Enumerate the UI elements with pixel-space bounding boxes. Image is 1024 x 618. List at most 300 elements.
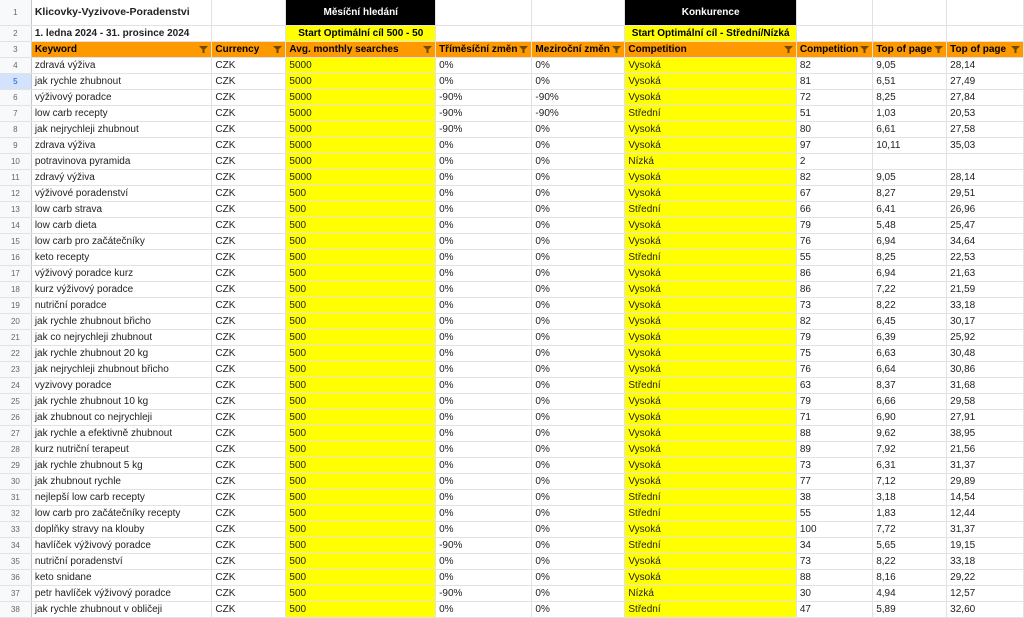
row-number[interactable]: 21 (0, 330, 31, 346)
cell[interactable] (532, 26, 625, 42)
cell-avg-monthly-searches[interactable]: 500 (286, 330, 436, 346)
cell-top-of-page-high[interactable]: 35,03 (947, 138, 1024, 154)
cell-competition-index[interactable]: 79 (796, 218, 872, 234)
row-number[interactable]: 5 (0, 74, 31, 90)
cell-currency[interactable]: CZK (212, 442, 286, 458)
cell-top-of-page-low[interactable]: 6,51 (873, 74, 947, 90)
cell-avg-monthly-searches[interactable]: 500 (286, 314, 436, 330)
row-number[interactable]: 6 (0, 90, 31, 106)
cell-yoy-change[interactable]: 0% (532, 602, 625, 618)
cell-currency[interactable]: CZK (212, 506, 286, 522)
cell-avg-monthly-searches[interactable]: 5000 (286, 138, 436, 154)
cell-competition-index[interactable]: 55 (796, 250, 872, 266)
row-number[interactable]: 36 (0, 570, 31, 586)
row-number[interactable]: 23 (0, 362, 31, 378)
cell-competition[interactable]: Střední (625, 538, 796, 554)
group-monthly-searches[interactable]: Měsíční hledání (286, 0, 436, 26)
row-number[interactable]: 15 (0, 234, 31, 250)
cell-currency[interactable]: CZK (212, 234, 286, 250)
cell-competition[interactable]: Nízká (625, 586, 796, 602)
cell-yoy-change[interactable]: 0% (532, 378, 625, 394)
cell-avg-monthly-searches[interactable]: 500 (286, 570, 436, 586)
cell-currency[interactable]: CZK (212, 378, 286, 394)
cell-avg-monthly-searches[interactable]: 5000 (286, 154, 436, 170)
cell-currency[interactable]: CZK (212, 330, 286, 346)
cell-competition[interactable]: Vysoká (625, 122, 796, 138)
cell-competition[interactable]: Vysoká (625, 554, 796, 570)
cell-keyword[interactable]: výživový poradce kurz (31, 266, 212, 282)
cell-competition-index[interactable]: 75 (796, 346, 872, 362)
cell-top-of-page-high[interactable]: 33,18 (947, 554, 1024, 570)
column-header-currency[interactable] (212, 42, 286, 58)
cell-top-of-page-low[interactable]: 6,63 (873, 346, 947, 362)
cell-competition[interactable]: Vysoká (625, 58, 796, 74)
cell-yoy-change[interactable]: 0% (532, 202, 625, 218)
competition-target[interactable]: Start Optimální cíl - Střední/Nízká (625, 26, 796, 42)
cell-yoy-change[interactable]: 0% (532, 474, 625, 490)
cell-three-month-change[interactable]: 0% (436, 330, 532, 346)
cell-competition-index[interactable]: 88 (796, 426, 872, 442)
cell[interactable] (436, 0, 532, 26)
cell-yoy-change[interactable]: 0% (532, 330, 625, 346)
cell-currency[interactable]: CZK (212, 218, 286, 234)
cell-keyword[interactable]: jak rychle a efektivně zhubnout (31, 426, 212, 442)
cell-competition[interactable]: Vysoká (625, 522, 796, 538)
group-competition[interactable]: Konkurence (625, 0, 796, 26)
cell-currency[interactable]: CZK (212, 314, 286, 330)
cell-competition[interactable]: Vysoká (625, 186, 796, 202)
cell-currency[interactable]: CZK (212, 186, 286, 202)
cell-avg-monthly-searches[interactable]: 500 (286, 474, 436, 490)
cell-keyword[interactable]: kurz nutriční terapeut (31, 442, 212, 458)
cell-three-month-change[interactable]: 0% (436, 394, 532, 410)
cell-keyword[interactable]: keto recepty (31, 250, 212, 266)
cell-currency[interactable]: CZK (212, 138, 286, 154)
cell-yoy-change[interactable]: -90% (532, 90, 625, 106)
cell-avg-monthly-searches[interactable]: 5000 (286, 122, 436, 138)
cell-top-of-page-high[interactable]: 30,48 (947, 346, 1024, 362)
cell-top-of-page-high[interactable]: 21,63 (947, 266, 1024, 282)
cell-top-of-page-high[interactable]: 12,44 (947, 506, 1024, 522)
cell-three-month-change[interactable]: 0% (436, 602, 532, 618)
cell-yoy-change[interactable]: 0% (532, 586, 625, 602)
row-number[interactable]: 37 (0, 586, 31, 602)
cell-yoy-change[interactable]: 0% (532, 58, 625, 74)
cell-currency[interactable]: CZK (212, 170, 286, 186)
cell-top-of-page-high[interactable]: 25,47 (947, 218, 1024, 234)
cell-competition[interactable]: Vysoká (625, 330, 796, 346)
cell-three-month-change[interactable]: 0% (436, 362, 532, 378)
row-number[interactable]: 35 (0, 554, 31, 570)
cell-competition-index[interactable]: 71 (796, 410, 872, 426)
cell-yoy-change[interactable]: 0% (532, 250, 625, 266)
cell-top-of-page-high[interactable]: 27,58 (947, 122, 1024, 138)
cell-currency[interactable]: CZK (212, 586, 286, 602)
cell-three-month-change[interactable]: 0% (436, 410, 532, 426)
cell-competition[interactable]: Střední (625, 106, 796, 122)
column-header-competition[interactable] (625, 42, 796, 58)
cell-competition-index[interactable]: 73 (796, 554, 872, 570)
cell-currency[interactable]: CZK (212, 394, 286, 410)
cell-competition-index[interactable]: 80 (796, 122, 872, 138)
cell-keyword[interactable]: jak rychle zhubnout v obličeji (31, 602, 212, 618)
row-number[interactable]: 4 (0, 58, 31, 74)
cell-competition[interactable]: Střední (625, 506, 796, 522)
cell-competition-index[interactable]: 100 (796, 522, 872, 538)
filter-icon[interactable] (199, 46, 208, 53)
cell-top-of-page-low[interactable]: 7,12 (873, 474, 947, 490)
cell-currency[interactable]: CZK (212, 362, 286, 378)
cell-top-of-page-high[interactable]: 20,53 (947, 106, 1024, 122)
cell-competition[interactable]: Vysoká (625, 170, 796, 186)
cell-top-of-page-high[interactable]: 27,84 (947, 90, 1024, 106)
cell-three-month-change[interactable]: 0% (436, 298, 532, 314)
cell-competition-index[interactable]: 86 (796, 282, 872, 298)
cell-avg-monthly-searches[interactable]: 500 (286, 554, 436, 570)
cell-yoy-change[interactable]: 0% (532, 458, 625, 474)
cell-keyword[interactable]: kurz výživový poradce (31, 282, 212, 298)
cell-avg-monthly-searches[interactable]: 500 (286, 458, 436, 474)
cell-top-of-page-low[interactable]: 5,65 (873, 538, 947, 554)
cell-three-month-change[interactable]: 0% (436, 314, 532, 330)
cell-keyword[interactable]: jak rychle zhubnout 10 kg (31, 394, 212, 410)
cell-keyword[interactable]: výživový poradce (31, 90, 212, 106)
cell-keyword[interactable]: jak zhubnout co nejrychleji (31, 410, 212, 426)
cell-top-of-page-low[interactable]: 5,48 (873, 218, 947, 234)
row-number[interactable]: 22 (0, 346, 31, 362)
row-number[interactable]: 28 (0, 442, 31, 458)
cell-three-month-change[interactable]: 0% (436, 554, 532, 570)
cell-competition[interactable]: Vysoká (625, 410, 796, 426)
row-number[interactable]: 26 (0, 410, 31, 426)
cell-top-of-page-low[interactable]: 6,90 (873, 410, 947, 426)
cell-avg-monthly-searches[interactable]: 500 (286, 202, 436, 218)
cell-competition[interactable]: Vysoká (625, 362, 796, 378)
cell-competition[interactable]: Vysoká (625, 314, 796, 330)
cell-competition-index[interactable]: 34 (796, 538, 872, 554)
cell-currency[interactable]: CZK (212, 474, 286, 490)
cell-competition[interactable]: Vysoká (625, 570, 796, 586)
cell-top-of-page-high[interactable]: 27,91 (947, 410, 1024, 426)
cell-top-of-page-high[interactable]: 12,57 (947, 586, 1024, 602)
cell-yoy-change[interactable]: 0% (532, 74, 625, 90)
row-number[interactable]: 7 (0, 106, 31, 122)
cell-top-of-page-low[interactable] (873, 154, 947, 170)
row-number[interactable]: 30 (0, 474, 31, 490)
cell-top-of-page-low[interactable]: 6,41 (873, 202, 947, 218)
cell-avg-monthly-searches[interactable]: 500 (286, 522, 436, 538)
cell-competition-index[interactable]: 73 (796, 458, 872, 474)
cell-competition-index[interactable]: 66 (796, 202, 872, 218)
cell-avg-monthly-searches[interactable]: 500 (286, 442, 436, 458)
cell-yoy-change[interactable]: 0% (532, 218, 625, 234)
cell-competition-index[interactable]: 89 (796, 442, 872, 458)
cell-competition-index[interactable]: 63 (796, 378, 872, 394)
cell-currency[interactable]: CZK (212, 490, 286, 506)
cell-top-of-page-high[interactable]: 30,17 (947, 314, 1024, 330)
filter-icon[interactable] (519, 46, 528, 53)
filter-icon[interactable] (612, 46, 621, 53)
cell-avg-monthly-searches[interactable]: 500 (286, 538, 436, 554)
cell-avg-monthly-searches[interactable]: 500 (286, 378, 436, 394)
cell-currency[interactable]: CZK (212, 346, 286, 362)
cell-top-of-page-high[interactable]: 31,37 (947, 458, 1024, 474)
cell-keyword[interactable]: keto snidane (31, 570, 212, 586)
cell-keyword[interactable]: low carb recepty (31, 106, 212, 122)
cell-currency[interactable]: CZK (212, 570, 286, 586)
cell-top-of-page-low[interactable]: 6,94 (873, 234, 947, 250)
cell-top-of-page-low[interactable]: 9,05 (873, 170, 947, 186)
cell-top-of-page-low[interactable]: 1,03 (873, 106, 947, 122)
row-number[interactable]: 31 (0, 490, 31, 506)
cell-keyword[interactable]: havlíček výživový poradce (31, 538, 212, 554)
row-number[interactable]: 25 (0, 394, 31, 410)
cell[interactable] (212, 0, 286, 26)
row-number[interactable]: 9 (0, 138, 31, 154)
cell-top-of-page-high[interactable]: 34,64 (947, 234, 1024, 250)
cell-currency[interactable]: CZK (212, 90, 286, 106)
cell-keyword[interactable]: low carb pro začátečníky (31, 234, 212, 250)
cell-keyword[interactable]: nejlepší low carb recepty (31, 490, 212, 506)
cell-top-of-page-low[interactable]: 3,18 (873, 490, 947, 506)
cell-competition-index[interactable]: 82 (796, 314, 872, 330)
cell-competition-index[interactable]: 82 (796, 58, 872, 74)
cell-three-month-change[interactable]: 0% (436, 506, 532, 522)
cell-keyword[interactable]: jak rychle zhubnout (31, 74, 212, 90)
cell-keyword[interactable]: jak zhubnout rychle (31, 474, 212, 490)
cell-competition[interactable]: Vysoká (625, 234, 796, 250)
cell-competition[interactable]: Vysoká (625, 90, 796, 106)
cell-avg-monthly-searches[interactable]: 500 (286, 426, 436, 442)
cell-yoy-change[interactable]: 0% (532, 442, 625, 458)
cell-top-of-page-low[interactable]: 9,62 (873, 426, 947, 442)
cell-competition[interactable]: Střední (625, 378, 796, 394)
cell-competition-index[interactable]: 81 (796, 74, 872, 90)
cell-currency[interactable]: CZK (212, 458, 286, 474)
cell-currency[interactable]: CZK (212, 122, 286, 138)
cell-yoy-change[interactable]: 0% (532, 538, 625, 554)
cell[interactable] (796, 0, 872, 26)
cell-currency[interactable]: CZK (212, 74, 286, 90)
cell-avg-monthly-searches[interactable]: 500 (286, 218, 436, 234)
cell-yoy-change[interactable]: 0% (532, 234, 625, 250)
cell-competition-index[interactable]: 76 (796, 362, 872, 378)
cell-keyword[interactable]: petr havlíček výživový poradce (31, 586, 212, 602)
cell-avg-monthly-searches[interactable]: 500 (286, 346, 436, 362)
cell-currency[interactable]: CZK (212, 250, 286, 266)
cell-three-month-change[interactable]: 0% (436, 282, 532, 298)
cell-top-of-page-high[interactable]: 33,18 (947, 298, 1024, 314)
cell[interactable] (532, 0, 625, 26)
cell-keyword[interactable]: jak nejrychleji zhubnout (31, 122, 212, 138)
cell[interactable] (873, 26, 947, 42)
cell-top-of-page-low[interactable]: 8,22 (873, 298, 947, 314)
cell-top-of-page-low[interactable]: 8,25 (873, 90, 947, 106)
cell-yoy-change[interactable]: 0% (532, 186, 625, 202)
cell-top-of-page-low[interactable]: 8,27 (873, 186, 947, 202)
cell-currency[interactable]: CZK (212, 426, 286, 442)
cell-top-of-page-low[interactable]: 1,83 (873, 506, 947, 522)
cell-top-of-page-high[interactable]: 25,92 (947, 330, 1024, 346)
cell-top-of-page-low[interactable]: 6,94 (873, 266, 947, 282)
filter-icon[interactable] (934, 46, 943, 53)
row-number[interactable]: 14 (0, 218, 31, 234)
cell-three-month-change[interactable]: 0% (436, 202, 532, 218)
cell-keyword[interactable]: jak co nejrychleji zhubnout (31, 330, 212, 346)
cell-yoy-change[interactable]: 0% (532, 154, 625, 170)
cell-avg-monthly-searches[interactable]: 500 (286, 234, 436, 250)
cell-keyword[interactable]: výživové poradenství (31, 186, 212, 202)
cell-top-of-page-low[interactable]: 6,64 (873, 362, 947, 378)
cell-three-month-change[interactable]: -90% (436, 122, 532, 138)
row-number[interactable]: 3 (0, 42, 31, 58)
row-number[interactable]: 10 (0, 154, 31, 170)
row-number[interactable]: 17 (0, 266, 31, 282)
cell-top-of-page-high[interactable] (947, 154, 1024, 170)
cell-three-month-change[interactable]: 0% (436, 138, 532, 154)
cell-three-month-change[interactable]: 0% (436, 346, 532, 362)
cell-top-of-page-high[interactable]: 22,53 (947, 250, 1024, 266)
cell-three-month-change[interactable]: 0% (436, 442, 532, 458)
cell-yoy-change[interactable]: 0% (532, 138, 625, 154)
cell-competition[interactable]: Vysoká (625, 138, 796, 154)
cell-top-of-page-low[interactable]: 9,05 (873, 58, 947, 74)
cell-competition-index[interactable]: 67 (796, 186, 872, 202)
cell-currency[interactable]: CZK (212, 106, 286, 122)
cell-competition[interactable]: Vysoká (625, 218, 796, 234)
row-number[interactable]: 38 (0, 602, 31, 618)
cell-competition[interactable]: Střední (625, 490, 796, 506)
cell-avg-monthly-searches[interactable]: 500 (286, 250, 436, 266)
cell[interactable] (436, 26, 532, 42)
row-number[interactable]: 19 (0, 298, 31, 314)
cell-keyword[interactable]: low carb dieta (31, 218, 212, 234)
cell-avg-monthly-searches[interactable]: 500 (286, 586, 436, 602)
cell-yoy-change[interactable]: 0% (532, 394, 625, 410)
cell-currency[interactable]: CZK (212, 602, 286, 618)
cell-competition[interactable]: Nízká (625, 154, 796, 170)
monthly-target[interactable]: Start Optimální cíl 500 - 50 (286, 26, 436, 42)
cell-competition[interactable]: Vysoká (625, 474, 796, 490)
row-number[interactable]: 24 (0, 378, 31, 394)
row-number[interactable]: 16 (0, 250, 31, 266)
cell-three-month-change[interactable]: 0% (436, 170, 532, 186)
cell-competition-index[interactable]: 51 (796, 106, 872, 122)
cell-three-month-change[interactable]: 0% (436, 490, 532, 506)
cell-top-of-page-low[interactable]: 8,25 (873, 250, 947, 266)
cell-avg-monthly-searches[interactable]: 5000 (286, 74, 436, 90)
cell[interactable] (212, 26, 286, 42)
cell-avg-monthly-searches[interactable]: 500 (286, 186, 436, 202)
cell-keyword[interactable]: vyzivovy poradce (31, 378, 212, 394)
cell-yoy-change[interactable]: 0% (532, 266, 625, 282)
cell-three-month-change[interactable]: 0% (436, 522, 532, 538)
cell-yoy-change[interactable]: 0% (532, 122, 625, 138)
cell-competition[interactable]: Vysoká (625, 442, 796, 458)
cell-competition[interactable]: Vysoká (625, 458, 796, 474)
cell-three-month-change[interactable]: 0% (436, 250, 532, 266)
cell-keyword[interactable]: jak rychle zhubnout 20 kg (31, 346, 212, 362)
cell-competition[interactable]: Vysoká (625, 346, 796, 362)
cell-top-of-page-high[interactable]: 31,37 (947, 522, 1024, 538)
cell-three-month-change[interactable]: 0% (436, 474, 532, 490)
cell-avg-monthly-searches[interactable]: 500 (286, 506, 436, 522)
cell-top-of-page-high[interactable]: 26,96 (947, 202, 1024, 218)
column-header-top-of-page-low[interactable] (873, 42, 947, 58)
cell-currency[interactable]: CZK (212, 202, 286, 218)
cell-competition[interactable]: Vysoká (625, 74, 796, 90)
cell-three-month-change[interactable]: 0% (436, 186, 532, 202)
cell-three-month-change[interactable]: 0% (436, 234, 532, 250)
sheet-title[interactable]: Klicovky-Vyzivove-Poradenstvi (31, 0, 212, 26)
row-number[interactable]: 8 (0, 122, 31, 138)
cell-competition-index[interactable]: 79 (796, 394, 872, 410)
cell-top-of-page-low[interactable]: 6,31 (873, 458, 947, 474)
cell-top-of-page-low[interactable]: 8,37 (873, 378, 947, 394)
row-number[interactable]: 11 (0, 170, 31, 186)
cell-top-of-page-high[interactable]: 28,14 (947, 58, 1024, 74)
cell-keyword[interactable]: zdravá výživa (31, 58, 212, 74)
cell-competition-index[interactable]: 55 (796, 506, 872, 522)
cell-yoy-change[interactable]: 0% (532, 298, 625, 314)
cell-top-of-page-high[interactable]: 19,15 (947, 538, 1024, 554)
cell-currency[interactable]: CZK (212, 554, 286, 570)
cell-top-of-page-low[interactable]: 5,89 (873, 602, 947, 618)
cell-three-month-change[interactable]: 0% (436, 378, 532, 394)
cell-keyword[interactable]: nutriční poradce (31, 298, 212, 314)
cell-keyword[interactable]: jak nejrychleji zhubnout břicho (31, 362, 212, 378)
cell-top-of-page-high[interactable]: 29,58 (947, 394, 1024, 410)
cell-yoy-change[interactable]: 0% (532, 554, 625, 570)
cell-avg-monthly-searches[interactable]: 5000 (286, 170, 436, 186)
cell-three-month-change[interactable]: 0% (436, 570, 532, 586)
cell[interactable] (947, 26, 1024, 42)
cell-top-of-page-high[interactable]: 28,14 (947, 170, 1024, 186)
cell-yoy-change[interactable]: 0% (532, 282, 625, 298)
row-number[interactable]: 27 (0, 426, 31, 442)
column-header-top-of-page-high[interactable] (947, 42, 1024, 58)
cell-competition-index[interactable]: 76 (796, 234, 872, 250)
cell-currency[interactable]: CZK (212, 282, 286, 298)
cell-top-of-page-low[interactable]: 6,61 (873, 122, 947, 138)
cell-top-of-page-high[interactable]: 31,68 (947, 378, 1024, 394)
cell-top-of-page-low[interactable]: 7,92 (873, 442, 947, 458)
filter-icon[interactable] (860, 46, 869, 53)
cell-top-of-page-high[interactable]: 29,89 (947, 474, 1024, 490)
row-number[interactable]: 29 (0, 458, 31, 474)
cell-competition[interactable]: Vysoká (625, 426, 796, 442)
cell-three-month-change[interactable]: -90% (436, 586, 532, 602)
cell-top-of-page-low[interactable]: 6,39 (873, 330, 947, 346)
cell-avg-monthly-searches[interactable]: 500 (286, 410, 436, 426)
filter-icon[interactable] (784, 46, 793, 53)
cell-currency[interactable]: CZK (212, 410, 286, 426)
cell-avg-monthly-searches[interactable]: 5000 (286, 106, 436, 122)
column-header-three-month-change[interactable] (436, 42, 532, 58)
row-number[interactable]: 1 (0, 0, 31, 26)
cell[interactable] (873, 0, 947, 26)
cell-competition[interactable]: Vysoká (625, 298, 796, 314)
cell-avg-monthly-searches[interactable]: 500 (286, 362, 436, 378)
cell-keyword[interactable]: zdravý výživa (31, 170, 212, 186)
column-header-yoy-change[interactable] (532, 42, 625, 58)
cell-competition[interactable]: Střední (625, 202, 796, 218)
cell-yoy-change[interactable]: 0% (532, 362, 625, 378)
cell-avg-monthly-searches[interactable]: 500 (286, 282, 436, 298)
cell-yoy-change[interactable]: 0% (532, 506, 625, 522)
cell-avg-monthly-searches[interactable]: 5000 (286, 90, 436, 106)
column-header-competition-index[interactable] (796, 42, 872, 58)
